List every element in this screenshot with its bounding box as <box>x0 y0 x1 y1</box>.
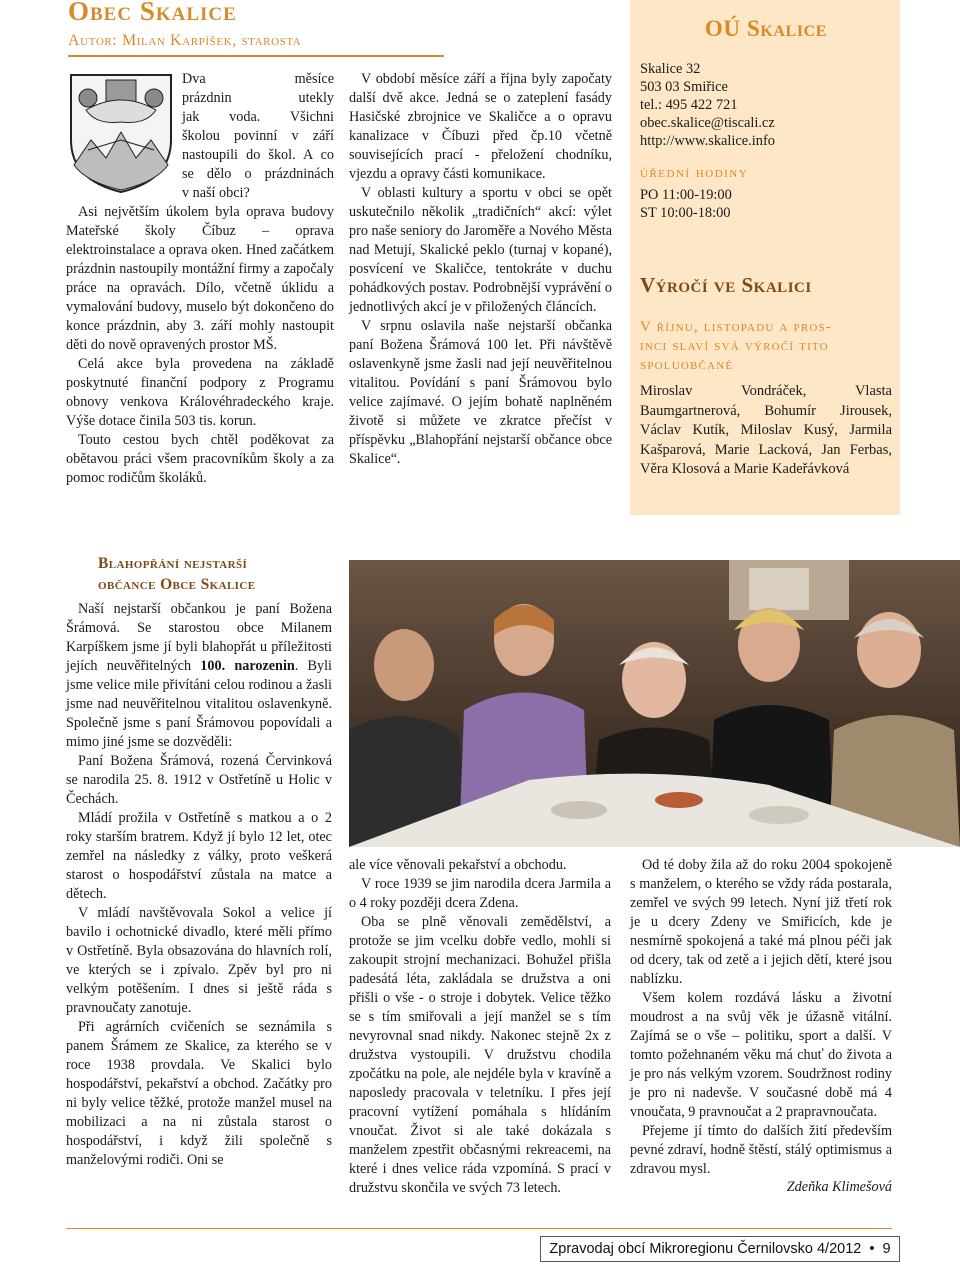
address-line: 503 03 Smiřice <box>640 79 728 95</box>
paragraph: V roce 1939 se jim narodila dcera Jarmila a o 4 roky později dcera Zdena. <box>349 876 611 911</box>
website-link[interactable]: http://www.skalice.info <box>640 133 775 149</box>
hours-line: PO 11:00-19:00 <box>640 187 732 203</box>
biography-column-middle <box>349 856 611 1198</box>
paragraph: Oba se plně věnovali zemědělství, a protože se jim vcelku dobře vedlo, mohli si zakoupit strojní mechanizaci. Bohužel přišla padesátá léta, zakládala se družstva a oni přišli o vše - o stroje i dobytek. Velice těžko se s tím smiřovali a její manžel se s tím nevyrovnal snad nikdy. Nakonec stejně 2x z družstva vystoupili. V družstvu chodila zpočátku na pole, ale nejdéle byla v kravíně a naposledy pracovala v teletníku. I přes její pracovní vytížení pomáhala s hlídáním vnoučat. Život si ale také dokázala s manželem zpestřit občasnými rekreacemi, na které i dnes velice ráda vzpomíná. S prací v družstvu skončila ve svých 73 letech. <box>349 914 611 1196</box>
lead-line: nastoupili do škol. A co <box>182 147 334 163</box>
congratulation-title <box>98 553 255 595</box>
address-line: Skalice 32 <box>640 61 701 77</box>
bullet-separator: • <box>869 1241 875 1257</box>
anniversaries-names: Miroslav Vondráček, Vlasta Baumgartnerová, Bohumír Jirousek, Václav Kutík, Miloslav Kusý, Jarmila Kašparová, Marie Lacková, Jan Ferbas, Věra Klosová a Marie Kadeřávková <box>640 383 892 477</box>
anniversaries-subtitle <box>640 318 832 375</box>
hours-line: ST 10:00-18:00 <box>640 205 731 221</box>
lead-line: se dělo o prázdninách <box>182 166 334 182</box>
email-link[interactable]: obec.skalice@tiscali.cz <box>640 115 775 131</box>
page-footer <box>540 1236 900 1262</box>
subtitle-line: inci slaví svá výročí tito <box>640 338 829 354</box>
publication-name: Zpravodaj obcí Mikroregionu Černilovsko 4/2012 <box>549 1241 862 1257</box>
paragraph: V mládí navštěvovala Sokol a velice jí bavilo i ochotnické divadlo, které měli přímo v Ostřetíně. Byla obsazována do hlavních rolí, ve kterých se i zpívalo. Zpěv byl pro ni velkým potěšením. I dnes si ještě ráda s pravnoučaty zanotuje. <box>66 905 332 1016</box>
text-run: Naší nejstarší občankou je paní Božena Šrámová. Se starostou obce Milanem Karpíškem jsme jí byli blahopřát u příležitosti jejích neuvěřitelných <box>66 601 332 674</box>
page-number: 9 <box>882 1241 891 1257</box>
lead-line: školou povinní v září <box>182 128 334 144</box>
paragraph: V srpnu oslavila naše nejstarší občanka paní Božena Šrámová 100 let. Při návštěvě oslavenkyně jsme žasli nad její neuvěřitelnou vitalitou. Povídání s paní Šrámovou bylo velice zajímavé. O jejím bohatě naplněném životě si můžete ve zkratce přečíst v příspěvku „Blahopřání nejstarší občance obce Skalice“. <box>349 318 612 467</box>
office-contact <box>640 60 775 222</box>
article-title: Obec Skalice <box>68 0 237 26</box>
subtitle-line: spoluobčané <box>640 357 734 373</box>
lead-line: jak voda. Všichni <box>182 109 334 125</box>
lead-line: v naší obci? <box>182 185 250 201</box>
paragraph: Všem kolem rozdává lásku a životní moudrost a na svůj věk je úžasně vitální. Zajímá se o vše – politiku, sport a další. V tomto požehnaném věku má chuť do života a je pro nás velkým vzorem. Soudržnost rodiny je pro ni nadevše. V současné době má 4 vnoučata, 9 pravnoučat a 2 prapravnoučata. <box>630 990 892 1120</box>
paragraph: V období měsíce září a října byly započaty další dvě akce. Jedná se o zateplení fasády Hasičské zbrojnice ve Skaličce a o opravu kanalizace v Číbuzi před čp.10 včetně souvisejících prací - přeložení chodníku, vjezdu a opravy části komunikace. <box>349 71 612 182</box>
paragraph: Při agrárních cvičeních se seznámila s panem Šrámem ze Skalice, za kterého se v roce 1938 provdala. Ve Skalici bylo hospodářství, pekařství a obchod. Začátky pro ni byly velice těžké, protože manžel musel na mobilizaci a na ni zůstala starost o hospodářství, i když žili společně s manželovými rodiči. Oni se <box>66 1019 332 1168</box>
info-sidebar <box>630 0 900 515</box>
article-author: Autor: Milan Karpíšek, starosta <box>68 32 302 49</box>
subtitle-line: V říjnu, listopadu a pros- <box>640 319 833 335</box>
phone-text: tel.: 495 422 721 <box>640 97 738 113</box>
events-column <box>349 70 612 469</box>
paragraph: Přejeme jí tímto do dalších žití především pevné zdraví, hodně štěstí, stálý optimismus a zdravou mysl. <box>630 1123 892 1177</box>
paragraph: V oblasti kultury a sportu v obci se opět uskutečnilo několik „tradičních“ akcí: výlet pro naše seniory do Jaroměře a Nového Města nad Metují, Skalické peklo (turnaj v kopané), posvícení ve Skaličce, tentokráte v duchu pohádkových postav. Podrobnější vyprávění o jednotlivých akcí je v přiložených článcích. <box>349 185 612 315</box>
text-run: . Byli jsme velice mile přivítáni celou rodinou a žasli jsme nad neuvěřitelnou vitalitou oslavenkyně. Společně jsme s paní Šrámovou popovídali a mimo jiné jsme se dozvěděli: <box>66 658 332 750</box>
title-line: Blahopřání nejstarší <box>98 555 248 572</box>
age-highlight: 100. narozenin <box>200 658 295 674</box>
intro-column <box>66 70 334 488</box>
anniversaries-title: Výročí ve Skalici <box>640 273 812 297</box>
lead-line: prázdnin utekly <box>182 90 334 106</box>
lead-line: Dva měsíce <box>182 71 334 87</box>
header-divider <box>68 55 444 57</box>
paragraph: Touto cestou bych chtěl poděkovat za obětavou práci všem pracovníkům školy a za pomoc rodičům školáků. <box>66 432 334 486</box>
congratulation-column <box>66 600 332 1170</box>
author-signature: Zdeňka Klimešová <box>786 1179 892 1195</box>
office-hours-heading: úřední hodiny <box>640 165 749 181</box>
paragraph: Mládí prožila v Ostřetíně s matkou a o 2 roky starším bratrem. Když jí bylo 12 let, otec zemřel na následky z války, proto veškerá starost o hospodářství zůstala na matce a dětech. <box>66 810 332 902</box>
office-title: OÚ Skalice <box>704 16 828 41</box>
biography-column-right <box>630 856 892 1196</box>
paragraph: ale více věnovali pekařství a obchodu. <box>349 857 567 873</box>
paragraph: Od té doby žila až do roku 2004 spokojeně s manželem, o kterého se vždy ráda postarala, zemřel ve svých 99 letech. Nyní již třetí rok je u dcery Zdeny ve Smiřicích, kde je nesmírně spokojená a také má plnou péči jak od dcery, tak od zetě a i jejich dětí, které jsou nablízku. <box>630 857 892 987</box>
paragraph <box>66 600 332 752</box>
celebration-photo <box>349 560 960 847</box>
paragraph: Celá akce byla provedena na základě poskytnuté finanční podpory z Programu obnovy venkova Královéhradeckého kraje. Výše dotace činila 503 tis. korun. <box>66 356 334 429</box>
paragraph: Paní Božena Šrámová, rozená Červinková se narodila 25. 8. 1912 v Ostřetíně u Holic v Čechách. <box>66 753 332 807</box>
footer-divider <box>66 1228 892 1229</box>
title-line: občance Obce Skalice <box>98 576 256 593</box>
paragraph: Asi největším úkolem byla oprava budovy Mateřské školy Číbuz – oprava elektroinstalace a oprava oken. Hned začátkem prázdnin nastoupily montážní firmy a započaly práce na opravách. Dílo, včetně úklidu a vymalování budovy, muselo být dokončeno do konce prázdnin, aby 3. září mohly nastoupit děti do nově opravených prostor MŠ. <box>66 204 334 353</box>
